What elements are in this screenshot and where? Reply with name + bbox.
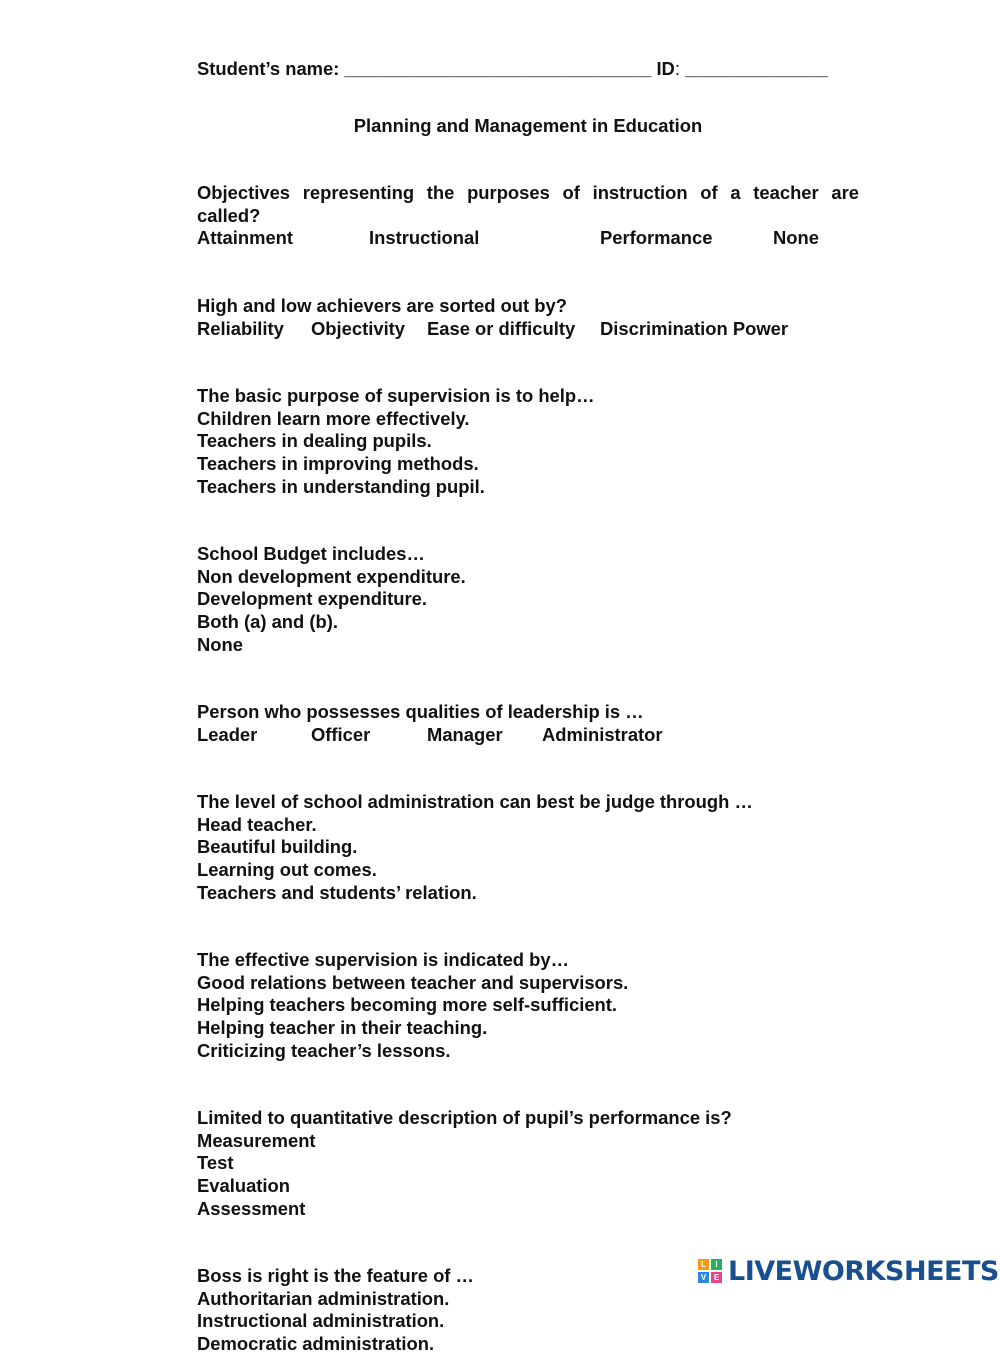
option[interactable]: Manager [427,723,503,745]
question-text: Limited to quantitative description of pupil’s performance is? [197,1107,732,1129]
liveworksheets-logo [698,1257,999,1285]
question-text: High and low achievers are sorted out by? [197,294,567,316]
logo-tile: L [698,1259,709,1270]
option[interactable]: Measurement [197,1129,316,1151]
option[interactable]: Children learn more effectively. [197,407,470,429]
option[interactable]: None [197,633,243,655]
option[interactable]: None [773,227,819,249]
option[interactable]: Teachers in understanding pupil. [197,475,485,497]
question-5 [197,701,859,746]
option[interactable]: Non development expenditure. [197,565,466,587]
option[interactable]: Evaluation [197,1175,290,1196]
worksheet [197,58,859,1356]
option-row [197,227,859,250]
question-7 [197,949,859,1062]
logo-icon [698,1259,722,1283]
option[interactable]: Learning out comes. [197,859,377,881]
name-blank[interactable]: ______________________________ [344,58,652,79]
question-4 [197,543,859,656]
option[interactable]: Leader [197,723,258,745]
question-2 [197,295,859,340]
logo-tile: I [711,1259,722,1270]
question-6 [197,791,859,904]
option[interactable]: Helping teachers becoming more self-sufficient. [197,994,618,1016]
logo-text: LIVEWORKSHEETS [728,1255,999,1287]
option[interactable]: Teachers in dealing pupils. [197,430,432,452]
question-text: School Budget includes… [197,543,425,565]
question-8 [197,1107,859,1220]
question-text: Person who possesses qualities of leadership is … [197,701,644,723]
option[interactable]: Assessment [197,1197,306,1219]
option[interactable]: Discrimination Power [600,317,789,339]
option[interactable]: Teachers in improving methods. [197,452,479,474]
id-label: ID [651,58,675,79]
logo-tile: V [698,1272,709,1283]
option[interactable]: Development expenditure. [197,588,427,610]
question-text: The level of school administration can best be judge through … [197,791,753,813]
question-text: Boss is right is the feature of … [197,1265,474,1287]
question-3 [197,385,859,498]
logo-tile: E [711,1272,722,1283]
option[interactable]: Administrator [542,723,663,745]
option[interactable]: Test [197,1152,234,1174]
id-colon: : [674,58,686,79]
option[interactable]: Instructional administration. [197,1310,445,1332]
option[interactable]: Officer [311,723,371,745]
option[interactable]: Teachers and students’ relation. [197,881,477,903]
option[interactable]: Performance [600,227,713,249]
option[interactable]: Good relations between teacher and supervisors. [197,971,629,993]
option[interactable]: Attainment [197,227,294,249]
option-row [197,318,859,341]
option[interactable]: Instructional [369,227,480,249]
option[interactable]: Head teacher. [197,813,317,835]
id-blank[interactable]: ______________ [685,58,829,79]
name-label: Student’s name: [197,58,345,79]
option[interactable]: Criticizing teacher’s lessons. [197,1039,451,1061]
question-text: Objectives representing the purposes of instruction of a teacher are called? [197,182,859,226]
page-title: Planning and Management in Education [353,114,703,136]
header [197,58,859,81]
option[interactable]: Beautiful building. [197,836,358,858]
option[interactable]: Objectivity [311,317,406,339]
option[interactable]: Ease or difficulty [427,317,576,339]
option-row [197,724,859,747]
question-text: The basic purpose of supervision is to help… [197,385,595,407]
question-1 [197,182,859,250]
question-text: The effective supervision is indicated by… [197,949,570,971]
option[interactable]: Helping teacher in their teaching. [197,1017,488,1039]
option[interactable]: Reliability [197,317,284,339]
option[interactable]: Authoritarian administration. [197,1287,450,1309]
option[interactable]: Both (a) and (b). [197,610,338,632]
option[interactable]: Democratic administration. [197,1332,435,1354]
